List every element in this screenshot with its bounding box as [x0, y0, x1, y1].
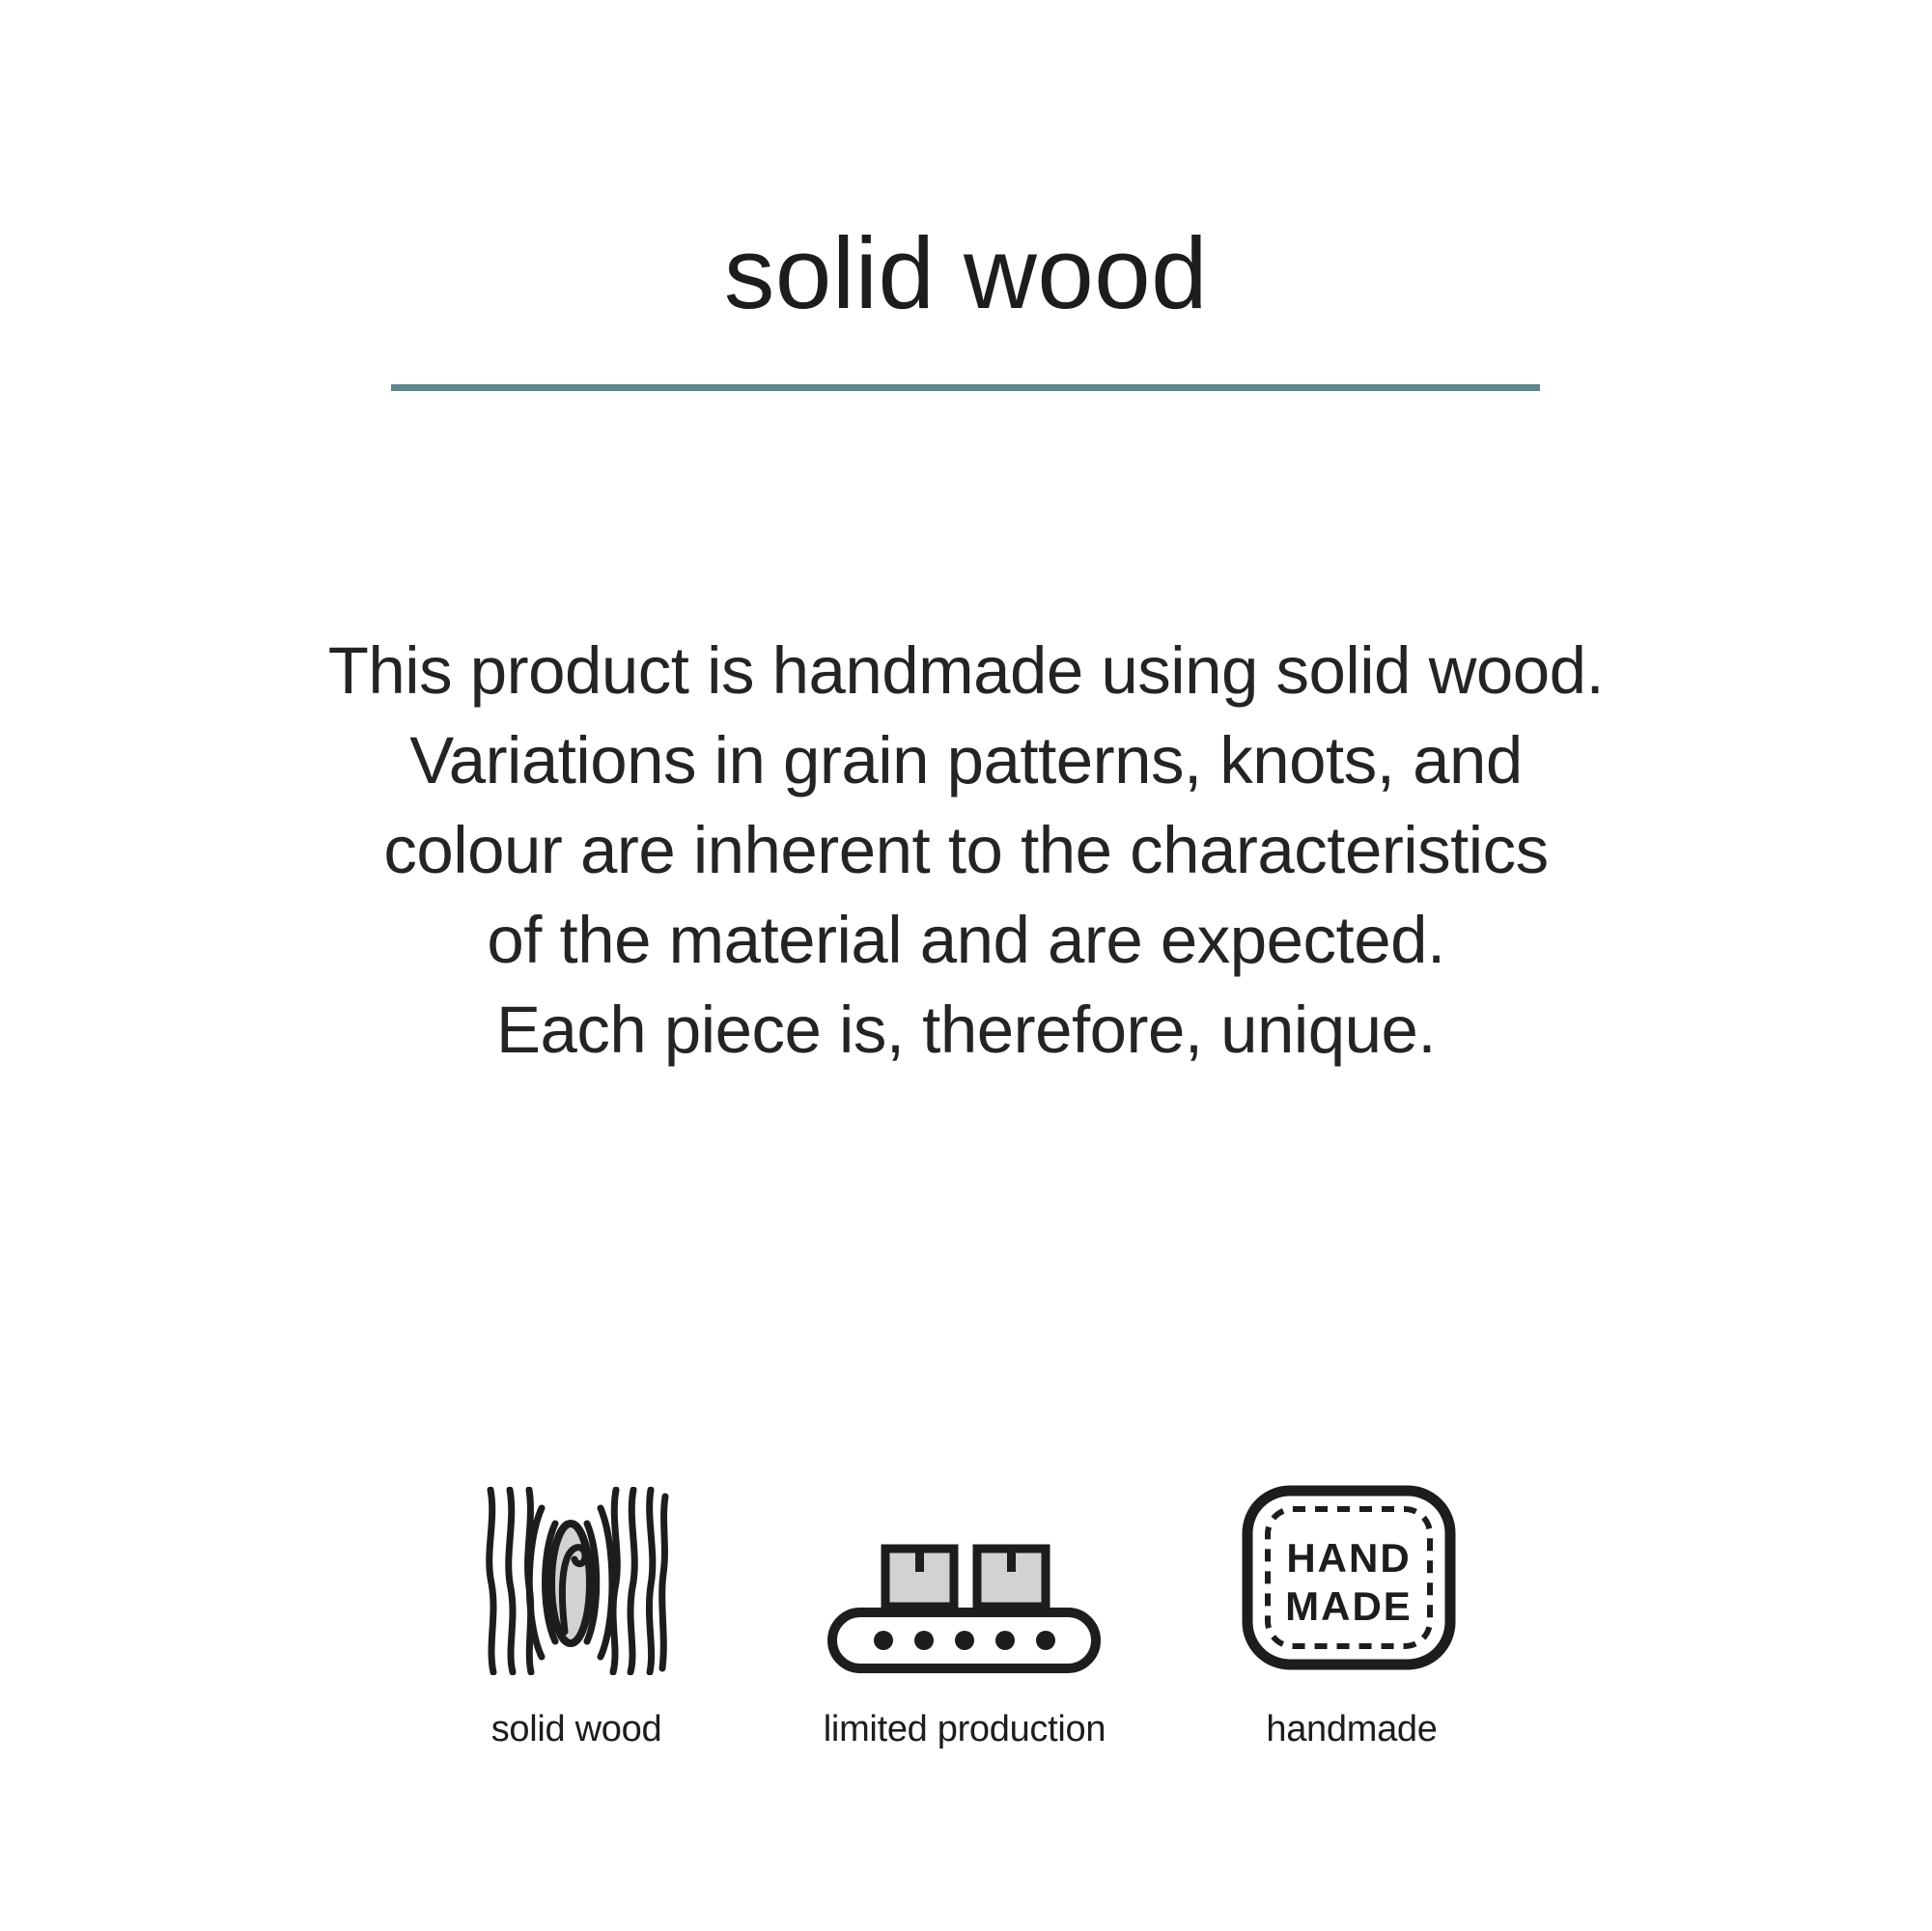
- handmade-badge-text-line2: MADE: [1285, 1583, 1413, 1629]
- body-paragraph: [0, 626, 1932, 1075]
- handmade-badge-icon: [1242, 1485, 1456, 1670]
- body-line: Variations in grain patterns, knots, and: [409, 723, 1523, 798]
- body-line: colour are inherent to the characteristics: [383, 813, 1549, 887]
- feature-label-solid-wood: solid wood: [490, 1709, 662, 1749]
- title-divider-line: [391, 384, 1540, 391]
- body-line: Each piece is, therefore, unique.: [495, 993, 1437, 1067]
- feature-label-handmade: handmade: [1266, 1709, 1438, 1749]
- feature-label-limited-production: limited production: [823, 1709, 1106, 1749]
- body-line: This product is handmade using solid wood.: [327, 633, 1605, 708]
- body-line: of the material and are expected.: [487, 903, 1445, 977]
- wood-grain-icon: [481, 1487, 669, 1675]
- page-title: solid wood: [723, 217, 1209, 330]
- handmade-badge-text-line1: HAND: [1286, 1535, 1412, 1581]
- conveyor-belt-icon: [824, 1539, 1104, 1674]
